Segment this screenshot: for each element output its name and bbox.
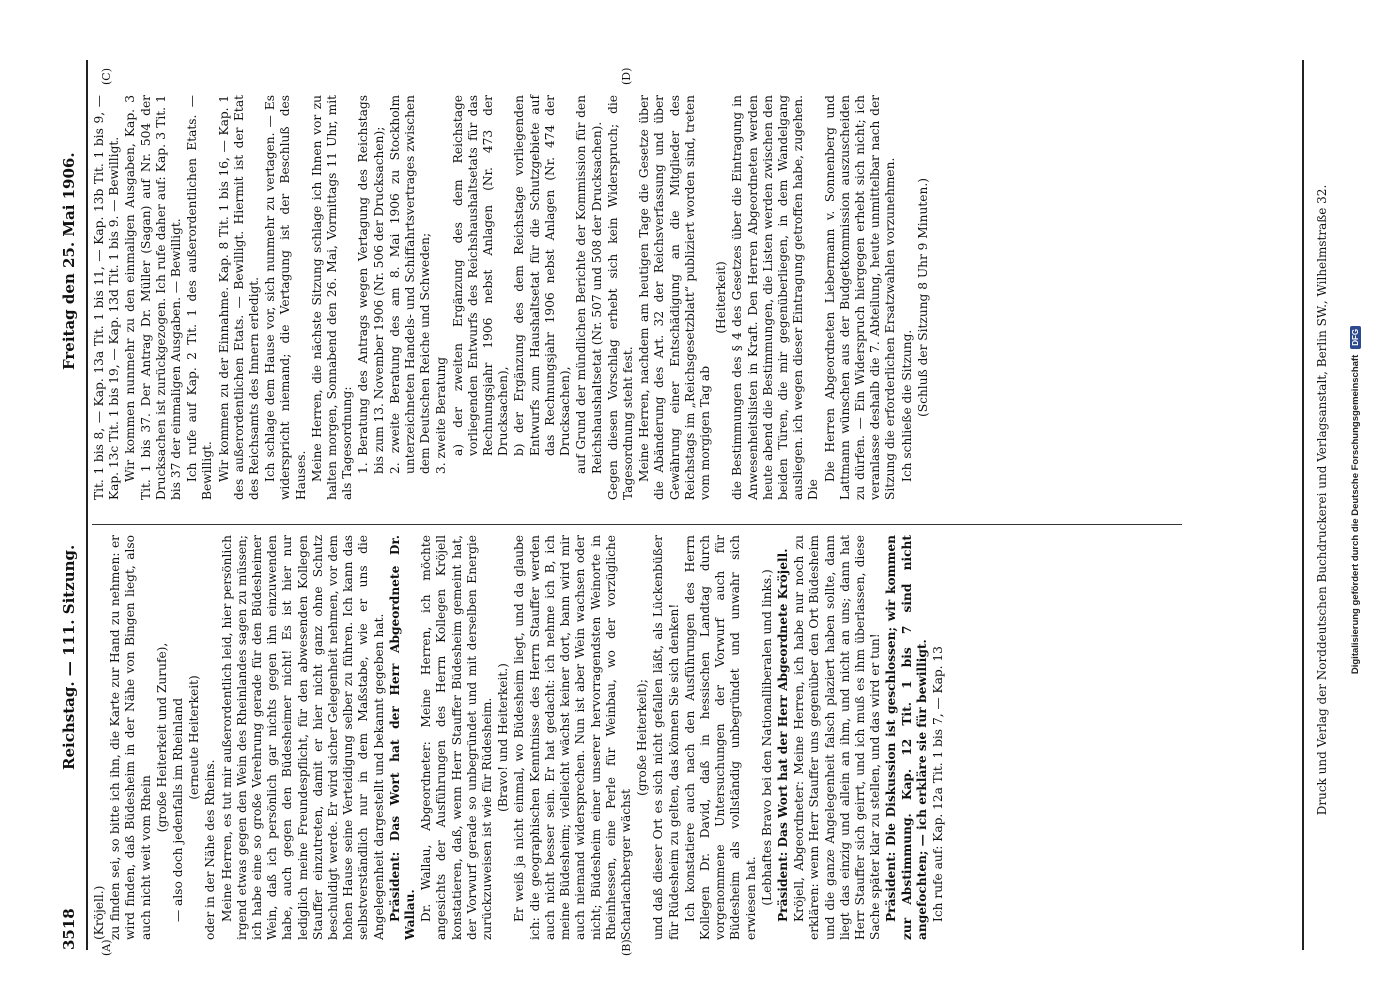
left-column [92,535,947,940]
interjection: (erneute Heiterkeit) [187,675,202,800]
paragraph: Ich schließe die Sitzung. [899,329,914,482]
paragraph: und daß dieser Ort es sich nicht gefallen läßt, als Lückenbüßer für Rüdesheim zu gelten, das können Sie sich denken! [651,535,681,940]
dfg-logo: DFG [1350,326,1361,349]
right-column [92,95,932,500]
header-title-left: Reichstag. — 111. Sitzung. [60,544,78,770]
interjection: (große Heiterkeit und Zurufe), [154,642,169,833]
paragraph: Meine Herren, es tut mir außerordentlich leid, hier persönlich irgend etwas gegen den Wein des Rheinlandes sagen zu müssen; ich habe eine so große Verehrung gerade für den Büdesheimer Wein, daß ich persönlich gar nichts gegen ihn einzuwenden habe, auch gegen den Büdesheimer nicht! Es ist hier nur lediglich meine Freundespflicht, für den abwesenden Kollegen Stauffer einzutreten, damit er hier nicht ganz ohne Schutz beschuldigt werde. Er wird sicher Gelegenheit nehmen, vor dem hohen Hause seine Verteidigung selber zu führen. Ich kann das selbstverständlich nur in dem Maßstabe, wie er uns die Angelegenheit dargestellt und bekannt gegeben hat. [219,535,386,940]
interjection: (Lebhaftes Bravo bei den Nationalliberalen und links.) [759,569,774,906]
agenda-item: 3. zweite Beratung [434,356,449,474]
paragraph: die Bestimmungen des § 4 des Gesetzes über die Eintragung in Anwesenheitslisten in Kraft. Den Herren Abgeordneten werden heute abend die Bestimmungen, die Listen werden zwischen den beiden Türen, die mir gegenüberliegen, in dem Wandelgang ausliegen. ich wegen dieser Eintragung getroffen habe, zugehen. Die [730,95,821,500]
paragraph: Ich rufe auf Kap. 2 Tit. 1 des außerordentlichen Etats. — Bewilligt. [185,95,215,500]
digitization-note: Digitalisierung gefördert durch die Deutsche Forschungsgemeinschaft [1349,354,1361,675]
paragraph: auf Grund der mündlichen Berichte der Kommission für den Reichshaushaltsetat (Nr. 507 und 508 der Drucksachen). [574,95,604,474]
paragraph: Er weiß ja nicht einmal, wo Büdesheim liegt, und da glaube ich: die geographischen Kenntnisse des Herrn Stauffer werden auch nicht besser sein. Er hat gedacht: ich nehme ich B, ich meine Büdesheim; vielleicht wächst keiner dort, bann wird mir auch niemand widersprechen. Nun ist aber Wein wachsen oder nicht; Büdesheim einer unserer hervorragendsten Weinorte in Rheinhessen, eine Perle für Weinbau, wo der vorzügliche Scharlachberger wächst [512,535,633,940]
paragraph: Ich konstatiere auch nach den Ausführungen des Herrn Kollegen Dr. David, daß in hessischen Landtag durch vorgenommene Untersuchungen der Vorwurf auch für Büdesheim als vollständig unbegründet und unwahr sich erwiesen hat. [682,535,758,940]
digitization-strip [1345,20,1365,980]
page-number: 3518 [60,908,78,950]
header-rule [86,60,88,950]
agenda-subitem: a) der zweiten Ergänzung des dem Reichstage vorliegenden Entwurfs des Reichshaushaltsetats für das Rechnungsjahr 1906 nebst Anlagen (Nr. 473 der Drucksachen), [450,95,511,456]
closing-note: (Schluß der Sitzung 8 Uhr 9 Minuten.) [915,178,930,417]
speaker-paragraph: Präsident: Das Wort hat der Herr Abgeordnete Kröjell. [775,548,790,922]
paragraph: Die Herren Abgeordneten Liebermann v. Sonnenberg und Lattmann wünschen aus der Budgetkommission auszuscheiden zu dürfen. — Ein Widerspruch hiergegen erhebt sich nicht; ich veranlasse deshalb die 7. Abteilung, heute unmittelbar nach der Sitzung die erforderlichen Ersatzwahlen vorzunehmen. [822,95,898,500]
speaker-paragraph: Präsident: Die Diskussion ist geschlossen; wir kommen zur Abstimmung. Kap. 12 Tit. 1 bis 7 sind nicht angefochten; — ich erkläre sie für bewilligt. [884,535,929,940]
paragraph: — also doch jedenfalls im Rheinland [171,697,186,922]
margin-marker-c: (C) [100,68,113,85]
margin-marker-d: (D) [620,67,633,85]
printer-imprint: Druck und Verlag der Norddeutschen Buchdruckerei und Verlagsanstalt, Berlin SW., Wilhelmstraße 32. [1315,184,1329,816]
paragraph: Dr. Wallau, Abgeordneter: Meine Herren, ich möchte angesichts der Ausführungen des Herrn Kollegen Kröjell konstatieren, daß, wenn Herr Stauffer Büdesheim gemeint hat, der Vorwurf gerade so unbegründet und mit derselben Energie zurückzuweisen ist wie für Rüdesheim. [419,535,495,940]
column-divider [92,524,1182,525]
paragraph: Meine Herren, nachdem am heutigen Tage die Gesetze über die Abänderung des Art. 32 der Reichsverfassung und über Gewährung einer Entschädigung an die Mitglieder des Reichstags im „Reichsgesetzblatt“ publiziert worden sind, treten vom morgigen Tag ab [637,95,712,500]
paragraph: Meine Herren, die nächste Sitzung schlage ich Ihnen vor zu halten morgen, Sonnabend den 26. Mai, Vormittags 11 Uhr, mit als Tagesordnung: [309,95,355,500]
paragraph: Wir kommen nunmehr zu den einmaligen Ausgaben, Kap. 3 Tit. 1 bis 37. Der Antrag Dr. Müller (Sagan) auf Nr. 504 der Drucksachen ist zurückgezogen. Ich rufe daher auf: Kap. 3 Tit. 1 bis 37 der einmaligen Ausgaben. — Bewilligt. [123,95,184,500]
paragraph: zu finden sei, so bitte ich ihn, die Karte zur Hand zu nehmen: er wird finden, daß Büdesheim in der Nähe von Bingen liegt, also auch nicht weit vom Rhein [108,535,153,940]
interjection: (Bravo! und Heiterkeit.) [496,663,511,812]
speaker-tag: (Kröjell.) [92,885,106,940]
agenda-item: 1. Beratung des Antrags wegen Vertagung des Reichstags bis zum 13. November 1906 (Nr. 506 der Drucksachen); [356,95,386,474]
paragraph: Ich schlage dem Hause vor, sich nunmehr zu vertagen. — Es widerspricht niemand; die Vertagung ist der Beschluß des Hauses. [263,95,308,500]
paragraph: Gegen diesen Vorschlag erhebt sich kein Widerspruch; die Tagesordnung steht fest. [605,95,635,500]
page-header [60,60,84,950]
paragraph: Wir kommen zu der Einnahme. Kap. 8 Tit. 1 bis 16, — Kap. 1 des außerordentlichen Etats. — Bewilligt. Hiermit ist der Etat des Reichsamts des Innern erledigt. [216,95,262,500]
agenda-subitem: b) der Ergänzung des dem Reichstage vorliegenden Entwurfs zum Haushaltsetat für die Schutzgebiete auf das Rechnungsjahr 1906 nebst Anlagen (Nr. 474 der Drucksachen), [512,95,573,456]
paragraph: Kröjell, Abgeordneter: Meine Herren, ich habe nur noch zu erklären: wenn Herr Stauffer uns gegenüber den Ort Büdesheim und die ganze Angelegenheit falsch plaziert haben sollte, dann liegt das einzig und allein an ihm, und nicht an uns; dann hat Herr Stauffer sich geirrt, und ich muß es ihm überlassen, diese Sache später klar zu stellen, und das wird er tun! [792,535,883,940]
agenda-item: 2. zweite Beratung des am 8. Mai 1906 zu Stockholm unterzeichneten Handels- und Schiffahrtsvertrages zwischen dem Deutschen Reiche und Schweden; [387,95,433,474]
margin-marker-a: (A) [100,939,113,956]
paragraph: Tit. 1 bis 8, — Kap. 13a Tit. 1 bis 11, — Kap. 13b Tit. 1 bis 9, — Kap. 13c Tit. 1 bis 19, — Kap. 13d Tit. 1 bis 9. — Bewilligt. [92,95,122,500]
paragraph: oder in der Nähe des Rheins. [203,759,218,940]
interjection: (Heiterkeit) [714,261,729,334]
margin-marker-b: (B) [620,939,633,956]
footer-rule [1302,60,1304,950]
header-title-right: Freitag den 25. Mai 1906. [60,152,78,370]
paragraph: Ich rufe auf: Kap. 12a Tit. 1 bis 7, — Kap. 13 [930,646,945,922]
interjection: (große Heiterkeit); [635,679,650,796]
speaker-paragraph: Präsident: Das Wort hat der Herr Abgeordnete Dr. Wallau. [387,535,418,940]
